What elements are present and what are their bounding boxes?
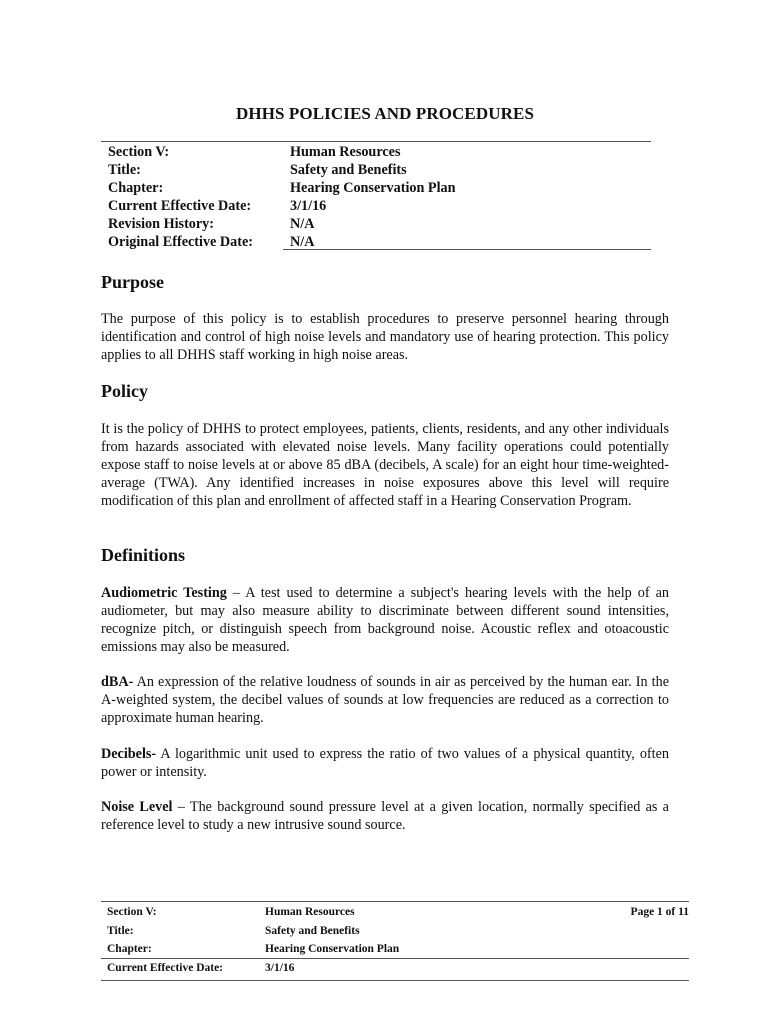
page-number: Page 1 of 11 <box>630 906 689 918</box>
policy-heading: Policy <box>101 381 148 401</box>
footer-row-chapter <box>101 940 669 959</box>
header-top-rule <box>101 141 651 142</box>
footer-label: Current Effective Date: <box>107 961 224 974</box>
footer-value: Safety and Benefits <box>265 924 360 937</box>
meta-label: Chapter: <box>108 180 164 196</box>
definitions-heading: Definitions <box>101 545 186 565</box>
meta-value: Safety and Benefits <box>290 162 407 178</box>
definition-term: Decibels- <box>101 746 157 762</box>
definition-term: Audiometric Testing <box>101 585 227 601</box>
header-bottom-rule <box>283 249 651 250</box>
meta-label: Section V: <box>108 144 170 160</box>
meta-label: Revision History: <box>108 216 215 232</box>
meta-label: Original Effective Date: <box>108 234 253 250</box>
definition-noise-level <box>101 798 669 834</box>
footer-value: Human Resources <box>265 906 355 918</box>
footer-middle-rule <box>101 958 689 959</box>
definition-term: dBA- <box>101 674 134 690</box>
definition-term: Noise Level <box>101 799 173 815</box>
footer-row-current-effective-date <box>101 959 669 978</box>
footer-top-rule <box>101 901 689 902</box>
footer-value: Hearing Conservation Plan <box>265 943 400 955</box>
meta-value: 3/1/16 <box>290 198 327 214</box>
definition-text: A logarithmic unit used to express the ratio of two values of a physical quantity, often power or intensity. <box>101 746 669 780</box>
meta-value: N/A <box>290 234 315 250</box>
footer-bottom-rule <box>101 980 689 981</box>
definition-decibels <box>101 745 669 781</box>
purpose-heading: Purpose <box>101 272 164 292</box>
footer-row-section <box>101 903 689 922</box>
meta-value: Hearing Conservation Plan <box>290 180 456 196</box>
meta-label: Current Effective Date: <box>108 198 252 214</box>
definition-dba <box>101 673 669 727</box>
page-footer <box>101 903 689 977</box>
meta-label: Title: <box>108 162 141 178</box>
purpose-paragraph: The purpose of this policy is to establish procedures to preserve personnel hearing through identification and control of high noise levels and mandatory use of hearing protection. This policy applies to all DHHS staff working in high noise areas. <box>101 311 669 363</box>
definition-text: – A test used to determine a subject's hearing levels with the help of an audiometer, but may also measure ability to discriminate between different sound intensities, recognize pitch, or distinguish speech from background noise. Acoustic reflex and otoacoustic emissions may also be measured. <box>101 585 670 655</box>
footer-row-title <box>101 922 669 941</box>
definition-audiometric-testing <box>101 584 669 656</box>
meta-value: Human Resources <box>290 144 401 160</box>
document-title: DHHS POLICIES AND PROCEDURES <box>236 104 534 123</box>
definition-text: An expression of the relative loudness of sounds in air as perceived by the human ear. In the A-weighted system, the decibel values of sounds at low frequencies are reduced as a correction to approximate human hearing. <box>101 674 669 726</box>
footer-label: Title: <box>107 924 134 937</box>
footer-label: Chapter: <box>107 943 152 955</box>
meta-value: N/A <box>290 216 315 232</box>
footer-label: Section V: <box>107 906 157 918</box>
footer-value: 3/1/16 <box>265 961 295 974</box>
policy-paragraph: It is the policy of DHHS to protect employees, patients, clients, residents, and any other individuals from hazards associated with elevated noise levels. Many facility operations could potentially expose staff to noise levels at or above 85 dBA (decibels, A scale) for an eight hour time-weighted-average (TWA). Any identified increases in noise exposures above this level will require modification of this plan and enrollment of affected staff in a Hearing Conservation Program. <box>101 421 669 509</box>
definition-text: – The background sound pressure level at a given location, normally specified as a reference level to study a new intrusive sound source. <box>101 799 669 833</box>
